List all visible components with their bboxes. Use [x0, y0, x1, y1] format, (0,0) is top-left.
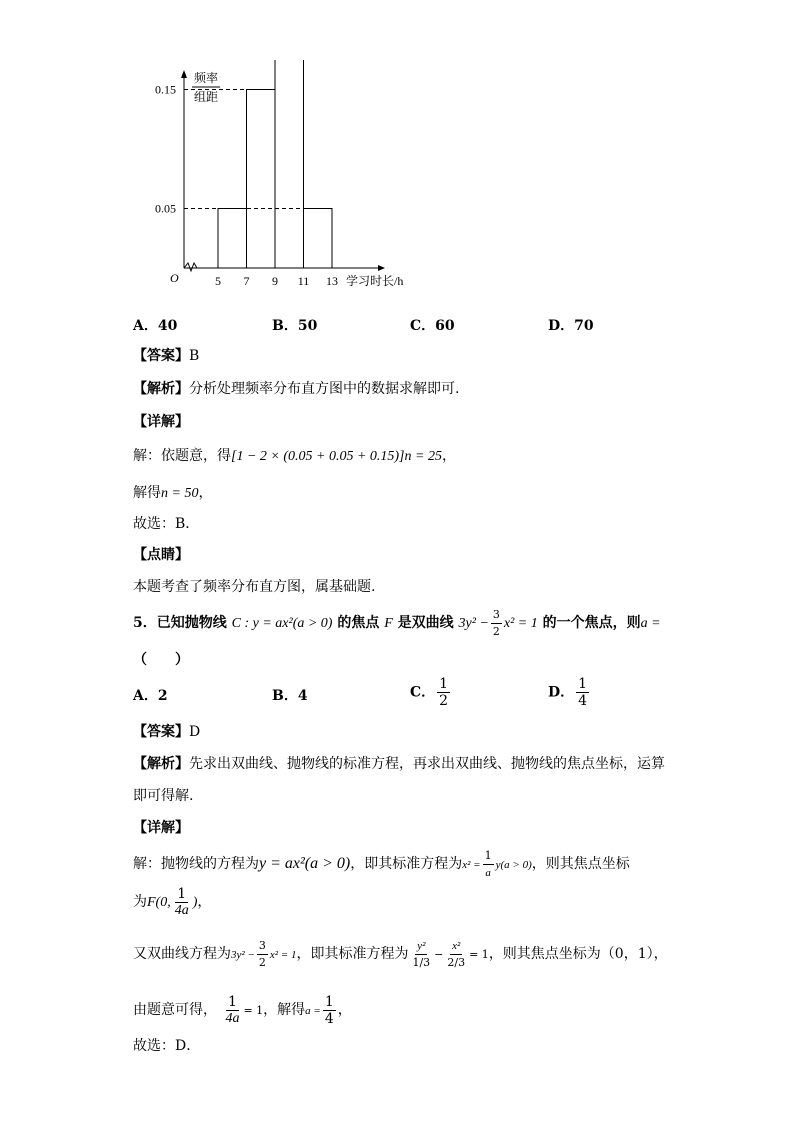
q5-analysis-line-1: 【解析】先求出双曲线、抛物线的标准方程，再求出双曲线、抛物线的焦点坐标，运算 — [133, 756, 665, 772]
q4-solution-line-1: 解：依题意，得[1 − 2 × (0.05 + 0.05 + 0.15)]n = 25， — [133, 448, 456, 464]
parabola-equation: C : y = ax²(a > 0) — [231, 616, 333, 631]
answer-value: B — [189, 348, 200, 364]
q5-blank: （ ） — [133, 652, 189, 668]
analysis-tag: 【解析】 — [133, 756, 189, 772]
hyperbola-equation: 3y² − — [458, 616, 489, 631]
q4-comment-tag: 【点睛】 — [133, 547, 189, 563]
histogram-bar — [218, 209, 247, 269]
x-tick-label: 5 — [215, 274, 221, 288]
y-tick-label: 0.05 — [155, 201, 176, 216]
q4-solution-line-2: 解得n = 50， — [133, 485, 213, 501]
answer-tag: 【答案】 — [133, 724, 189, 740]
y-axis-label-numerator: 频率 — [193, 71, 219, 85]
q4-option-c: C．60 — [410, 318, 455, 334]
x-tick-label: 9 — [272, 274, 278, 288]
x-axis-label: 学习时长/h — [346, 274, 404, 288]
answer-value: D — [189, 724, 201, 740]
q5-detail-tag: 【详解】 — [133, 820, 189, 836]
q5-detail-line-2: 为F(0, $\frac{1}{4a}$ )， — [133, 885, 212, 918]
y-axis-arrow — [181, 70, 187, 78]
q5-detail-line-3: 又双曲线方程为3y² − $\frac{3}{2}$ x² = 1，即其标准方程为 $\frac{\text{y²}}{1/3}$ − $\frac{\text{x²}}{2/3}$ = 1，则其焦点坐标为（0，1）， — [133, 938, 668, 969]
histogram-bar — [304, 209, 333, 269]
q5-answer-line — [133, 722, 200, 742]
q4-analysis-line — [133, 379, 459, 399]
answer-tag: 【答案】 — [133, 348, 189, 364]
analysis-tag: 【解析】 — [133, 381, 189, 397]
q5-detail-line-1: 解：抛物线的方程为y = ax²(a > 0)，即其标准方程为x² = $\frac{1}{a}$ y(a > 0)，则其焦点坐标 — [133, 848, 630, 879]
x-tick-label: 7 — [243, 274, 250, 288]
q4-answer-line — [133, 346, 199, 366]
q4-detail-tag: 【详解】 — [133, 414, 189, 430]
q5-choice: 故选：D． — [133, 1038, 201, 1054]
origin-label: O — [170, 271, 179, 285]
histogram-bar — [275, 60, 304, 268]
q5-option-b: B．4 — [272, 688, 308, 704]
equation: n = 50 — [161, 486, 199, 501]
q5-analysis-line-2: 即可得解. — [133, 788, 194, 804]
q4-choice: 故选：B． — [133, 516, 200, 532]
q5-option-a: A．2 — [133, 688, 168, 704]
q4-comment: 本题考查了频率分布直方图，属基础题. — [133, 579, 376, 595]
axis-break — [184, 263, 197, 271]
histogram-chart — [150, 60, 430, 300]
equation: [1 − 2 × (0.05 + 0.05 + 0.15)]n = 25 — [231, 449, 442, 464]
y-axis-label-denominator: 组距 — [193, 90, 219, 104]
x-tick-label: 13 — [326, 274, 338, 288]
q5-option-d: D． $\frac{1}{4}$ — [548, 676, 588, 709]
q5-detail-line-4: 由题意可得， $\frac{1}{4a}$ = 1，解得a = $\frac{1}{4}$ ， — [133, 993, 352, 1027]
x-tick-label: 11 — [297, 274, 310, 288]
q4-option-d: D．70 — [548, 318, 594, 334]
analysis-text: 分析处理频率分布直方图中的数据求解即可. — [189, 381, 460, 397]
q5-option-c: C． $\frac{1}{2}$ — [410, 676, 449, 709]
q5-stem: 5．已知抛物线 C : y = ax²(a > 0) 的焦点 F 是双曲线 3y² − $\frac{3}{2}$ x² = 1 的一个焦点，则a = — [133, 607, 661, 638]
y-tick-label: 0.15 — [155, 82, 176, 97]
x-axis-arrow — [378, 265, 385, 271]
q4-option-a: A．40 — [133, 318, 178, 334]
histogram-bar — [247, 90, 276, 269]
q4-option-b: B．50 — [272, 318, 318, 334]
